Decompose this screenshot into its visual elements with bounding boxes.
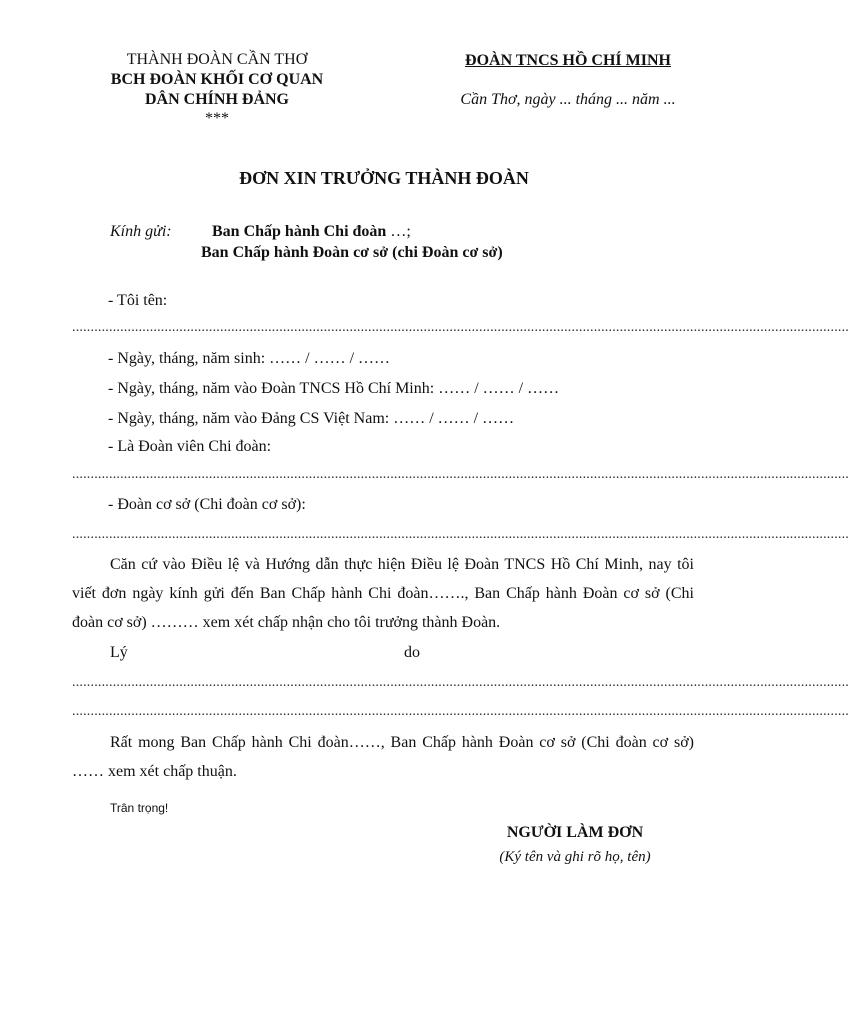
closing-greeting: Trân trọng! — [110, 801, 169, 815]
reason-label-part-1: Lý — [110, 644, 128, 661]
org-name-dcd: DÂN CHÍNH ĐẢNG — [145, 91, 289, 108]
dotted-line: .................................................................................................................................................................................................................. — [72, 467, 849, 482]
dotted-line: .................................................................................................................................................................................................................. — [72, 675, 849, 690]
recipient-2: Ban Chấp hành Đoàn cơ sở (chi Đoàn cơ sở) — [201, 244, 503, 261]
body-paragraph-1: Căn cứ vào Điều lệ và Hướng dẫn thực hiện Điều lệ Đoàn TNCS Hồ Chí Minh, nay tôi viết đơn ngày kính gửi đến Ban Chấp hành Chi đoàn……., Ban Chấp hành Đoàn cơ sở (Chi đoàn cơ sở) ……… xem xét chấp nhận cho tôi trưởng thành Đoàn. — [72, 556, 694, 631]
field-party-join-date: - Ngày, tháng, năm vào Đảng CS Việt Nam: …… / …… / …… — [108, 410, 515, 427]
place-date: Cần Thơ, ngày ... tháng ... năm ... — [460, 91, 676, 108]
recipient-1-suffix: …; — [386, 223, 411, 240]
union-name: ĐOÀN TNCS HỒ CHÍ MINH — [465, 52, 671, 69]
recipient-label: Kính gửi: — [110, 223, 172, 240]
dotted-line: .................................................................................................................................................................................................................. — [72, 527, 849, 542]
signature-title: NGƯỜI LÀM ĐƠN — [506, 824, 644, 841]
field-birth-date: - Ngày, tháng, năm sinh: …… / …… / …… — [108, 350, 391, 367]
recipient-1 — [212, 223, 411, 241]
signature-note: (Ký tên và ghi rõ họ, tên) — [499, 849, 651, 865]
reason-label-part-2: do — [404, 644, 420, 661]
field-union-join-date: - Ngày, tháng, năm vào Đoàn TNCS Hồ Chí Minh: …… / …… / …… — [108, 380, 560, 397]
field-member-of: - Là Đoàn viên Chi đoàn: — [108, 438, 272, 455]
org-name-bch: BCH ĐOÀN KHỐI CƠ QUAN — [110, 71, 324, 88]
recipient-1-name: Ban Chấp hành Chi đoàn — [212, 223, 387, 240]
field-name: - Tôi tên: — [108, 292, 168, 309]
dotted-line: .................................................................................................................................................................................................................. — [72, 704, 849, 719]
field-base-union: - Đoàn cơ sở (Chi đoàn cơ sở): — [108, 496, 306, 513]
document-title: ĐƠN XIN TRƯỞNG THÀNH ĐOÀN — [239, 168, 529, 188]
org-name-city: THÀNH ĐOÀN CẦN THƠ — [126, 51, 308, 68]
header-stars: *** — [205, 110, 229, 127]
body-paragraph-2: Rất mong Ban Chấp hành Chi đoàn……, Ban Chấp hành Đoàn cơ sở (Chi đoàn cơ sở) …… xem xét chấp thuận. — [72, 734, 694, 780]
dotted-line: .................................................................................................................................................................................................................. — [72, 320, 849, 335]
